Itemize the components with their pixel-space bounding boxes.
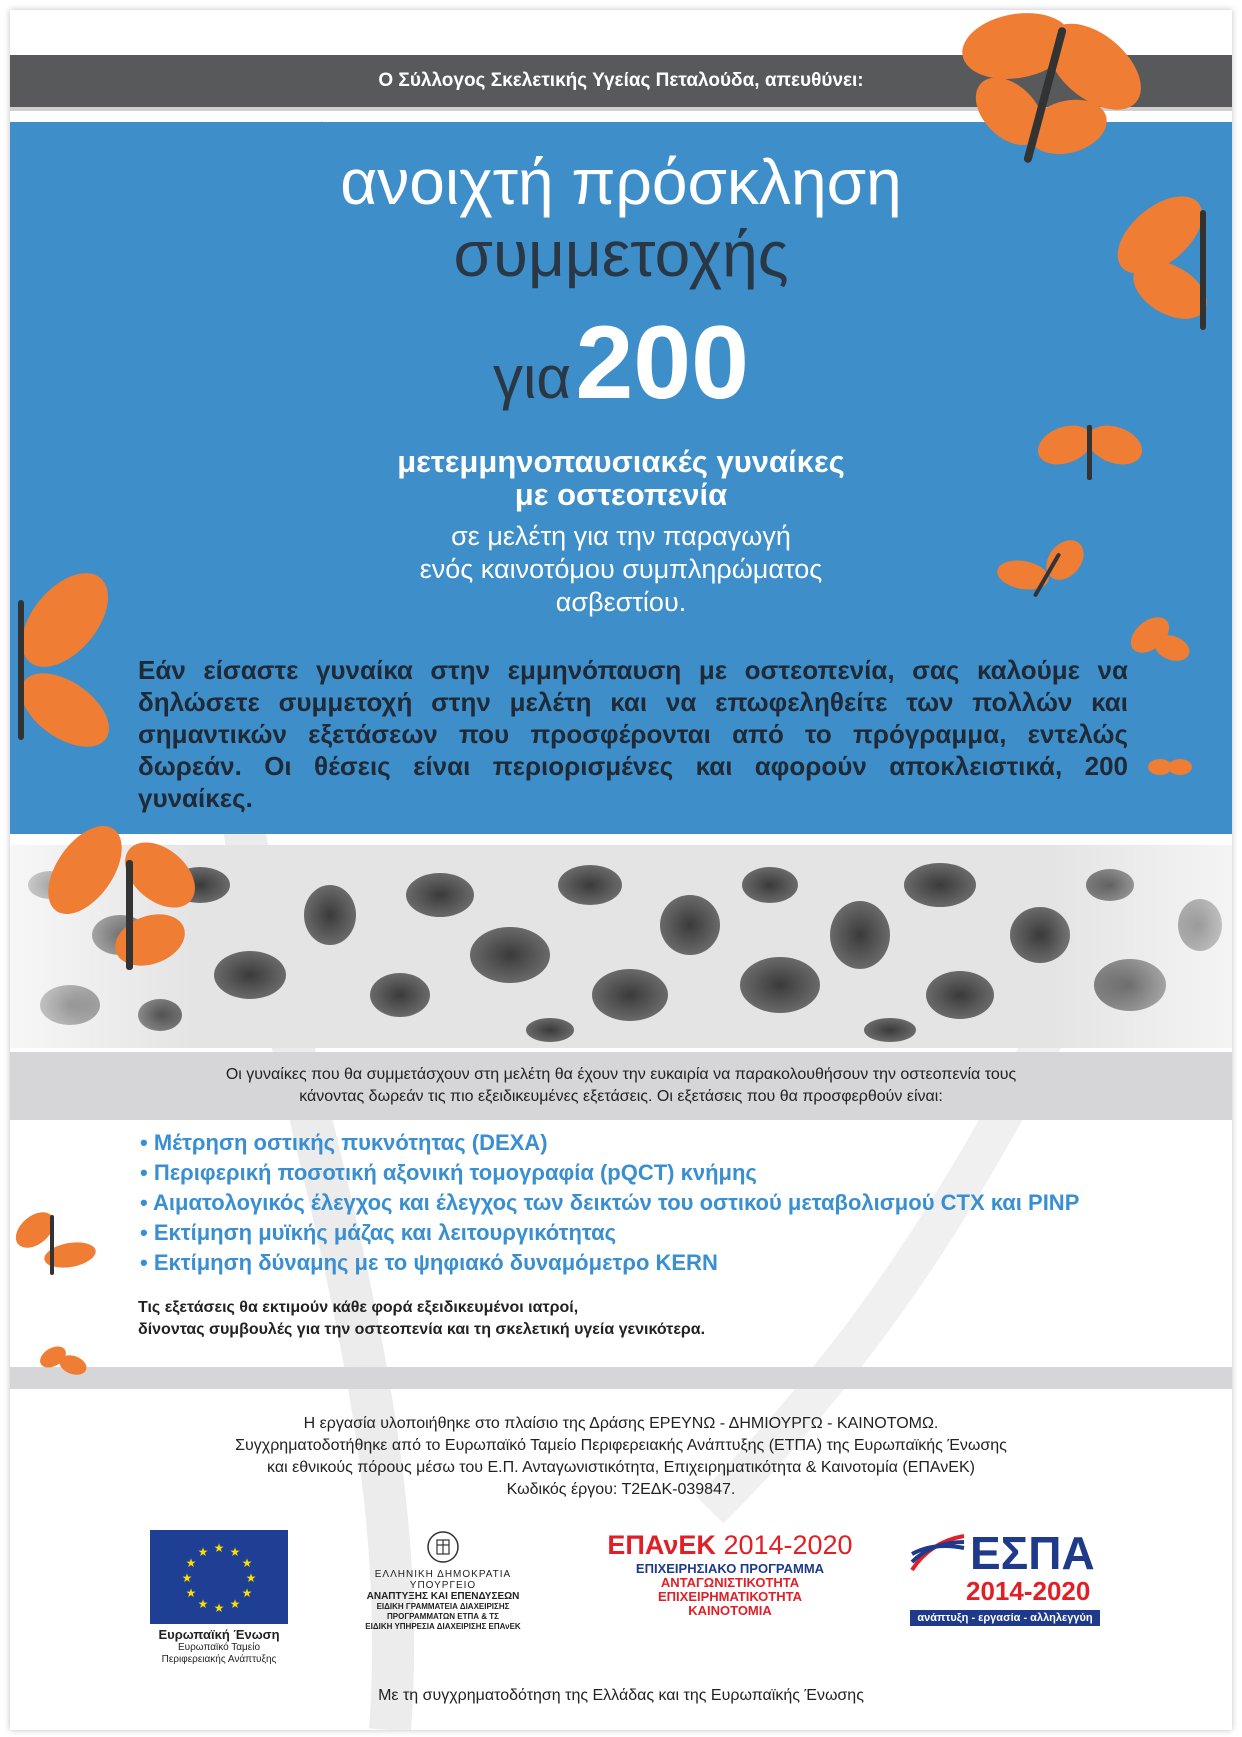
svg-text:★: ★ [241,1586,253,1600]
gov-line-1: ΕΛΛΗΝΙΚΗ ΔΗΜΟΚΡΑΤΙΑ [374,1569,512,1580]
butterfly-icon [30,820,200,980]
greek-government-logo [340,1530,546,1632]
gov-line-2: ΥΠΟΥΡΓΕΙΟ [409,1580,477,1591]
exams-list [140,1128,1140,1278]
study-line-3: ασβεστίου. [555,587,687,617]
poster [10,10,1232,1730]
svg-text:★: ★ [197,1597,209,1611]
espa-slogan: ανάπτυξη - εργασία - αλληλεγγύη [910,1610,1100,1626]
epanek-line-3: ΕΠΙΧΕΙΡΗΜΑΤΙΚΟΤΗΤΑ [658,1589,802,1604]
gov-line-6: ΕΙΔΙΚΗ ΥΠΗΡΕΣΙΑ ΔΙΑΧΕΙΡΙΣΗΣ ΕΠΑνΕΚ [365,1622,521,1631]
svg-text:★: ★ [213,1541,225,1555]
funding-statement [10,1413,1232,1501]
svg-text:★: ★ [229,1597,241,1611]
exam-item: • Εκτίμηση μυϊκής μάζας και λειτουργικότητας [140,1218,1140,1248]
target-line-2: με οστεοπενία [514,477,728,512]
svg-text:★: ★ [197,1545,209,1559]
target-line-1: μετεμμηνοπαυσιακές γυναίκες [397,444,845,479]
gia-word: για [492,344,572,411]
cofunding-footer: Με τη συγχρηματοδότηση της Ελλάδας και της Ευρωπαϊκής Ένωσης [378,1687,864,1704]
eu-logo [150,1530,288,1666]
svg-text:★: ★ [229,1545,241,1559]
eu-title: Ευρωπαϊκή Ένωση [158,1627,280,1642]
exam-item: • Εκτίμηση δύναμης με το ψηφιακό δυναμόμετρο KERN [140,1248,1140,1278]
epanek-name: ΕΠΑνΕΚ [607,1530,716,1560]
eu-sub-2: Περιφερειακής Ανάπτυξης [161,1654,277,1665]
epanek-line-2: ΑΝΤΑΓΩΝΙΣΤΙΚΟΤΗΤΑ [660,1575,800,1590]
butterfly-icon [35,1335,90,1385]
espa-waves-icon [910,1532,966,1576]
svg-text:★: ★ [245,1571,257,1585]
butterfly-icon [995,530,1095,615]
divider-bar [10,1367,1232,1389]
eu-sub-1: Ευρωπαϊκό Ταμείο [177,1642,261,1653]
exams-intro [10,1052,1232,1120]
butterfly-icon [10,1200,100,1290]
gov-line-4: ΕΙΔΙΚΗ ΓΡΑΜΜΑΤΕΙΑ ΔΙΑΧΕΙΡΙΣΗΣ [376,1602,510,1611]
gov-line-5: ΠΡΟΓΡΑΜΜΑΤΩΝ ΕΤΠΑ & ΤΣ [387,1612,499,1621]
exams-intro-line-1: Οι γυναίκες που θα συμμετάσχουν στη μελέτη θα έχουν την ευκαιρία να παρακολουθήσουν την οστεοπενία τους [225,1066,1017,1083]
svg-text:★: ★ [185,1586,197,1600]
epanek-title [600,1530,860,1561]
doctors-note [138,1297,1138,1341]
espa-logo [910,1527,1100,1626]
funding-line-4: Κωδικός έργου: Τ2ΕΔΚ-039847. [506,1481,736,1498]
butterfly-icon [1035,405,1145,495]
headline-line-1: ανοιχτή πρόσκληση [340,146,902,218]
exam-item: • Μέτρηση οστικής πυκνότητας (DEXA) [140,1128,1140,1158]
exams-intro-line-2: κάνοντας δωρεάν τις πιο εξειδικευμένες εξετάσεις. Οι εξετάσεις που θα προσφερθούν είναι: [299,1088,943,1105]
exam-item: • Περιφερική ποσοτική αξονική τομογραφία (pQCT) κνήμης [140,1158,1140,1188]
header-bar: Ο Σύλλογος Σκελετικής Υγείας Πεταλούδα, απευθύνει: [10,55,1232,111]
butterfly-icon [10,560,120,760]
butterfly-icon [1145,745,1195,790]
epanek-logo [600,1530,860,1618]
butterfly-icon [1120,600,1200,675]
espa-years: 2014-2020 [966,1576,1091,1606]
butterfly-icon [1100,190,1232,340]
svg-text:★: ★ [181,1571,193,1585]
headline-line-2: συμμετοχής [453,218,789,290]
study-line-2: ενός καινοτόμου συμπληρώματος [419,554,823,584]
epanek-line-4: ΚΑΙΝΟΤΟΜΙΑ [688,1603,772,1618]
svg-text:★: ★ [185,1556,197,1570]
epanek-years: 2014-2020 [723,1530,853,1560]
eu-flag-icon [150,1530,288,1624]
butterfly-icon [945,10,1145,185]
funding-line-2: Συγχρηματοδοτήθηκε από το Ευρωπαϊκό Ταμείο Περιφερειακής Ανάπτυξης (ΕΤΠΑ) της Ευρωπαϊκής Ένωσης [235,1437,1007,1454]
epanek-line-1: ΕΠΙΧΕΙΡΗΣΙΑΚΟ ΠΡΟΓΡΑΜΜΑ [635,1561,825,1576]
gov-line-3: ΑΝΑΠΤΥΞΗΣ ΚΑΙ ΕΠΕΝΔΥΣΕΩΝ [366,1591,520,1602]
study-line-1: σε μελέτη για την παραγωγή [451,521,791,551]
svg-text:★: ★ [213,1601,225,1615]
greek-emblem-icon [426,1530,460,1564]
intro-paragraph: Εάν είσαστε γυναίκα στην εμμηνόπαυση με οστεοπενία, σας καλούμε να δηλώσετε συμμετοχή στην μελέτη και να επωφεληθείτε των πολλών και σημαντικών εξετάσεων που προσφέρονται από το πρόγραμμα, εντελώς δωρεάν. Οι θέσεις είναι περιορισμένες και αφορούν αποκλειστικά, 200 γυναίκες. [138,655,1128,813]
espa-title: ΕΣΠΑ [970,1527,1095,1579]
count-number: 200 [575,305,749,421]
funding-line-3: και εθνικούς πόρους μέσω του Ε.Π. Ανταγωνιστικότητα, Επιχειρηματικότητα & Καινοτομία (ΕΠΑνΕΚ) [267,1459,975,1476]
sponsor-logos [10,1527,1232,1680]
note-line-2: δίνοντας συμβουλές για την οστεοπενία και τη σκελετική υγεία γενικότερα. [138,1321,706,1338]
svg-text:★: ★ [241,1556,253,1570]
exam-item: • Αιματολογικός έλεγχος και έλεγχος των δεικτών του οστικού μεταβολισμού CTX και PINP [140,1188,1140,1218]
funding-line-1: Η εργασία υλοποιήθηκε στο πλαίσιο της Δράσης ΕΡΕΥΝΩ - ΔΗΜΙΟΥΡΓΩ - ΚΑΙΝΟΤΟΜΩ. [303,1415,939,1432]
note-line-1: Τις εξετάσεις θα εκτιμούν κάθε φορά εξειδικευμένοι ιατροί, [138,1299,579,1316]
